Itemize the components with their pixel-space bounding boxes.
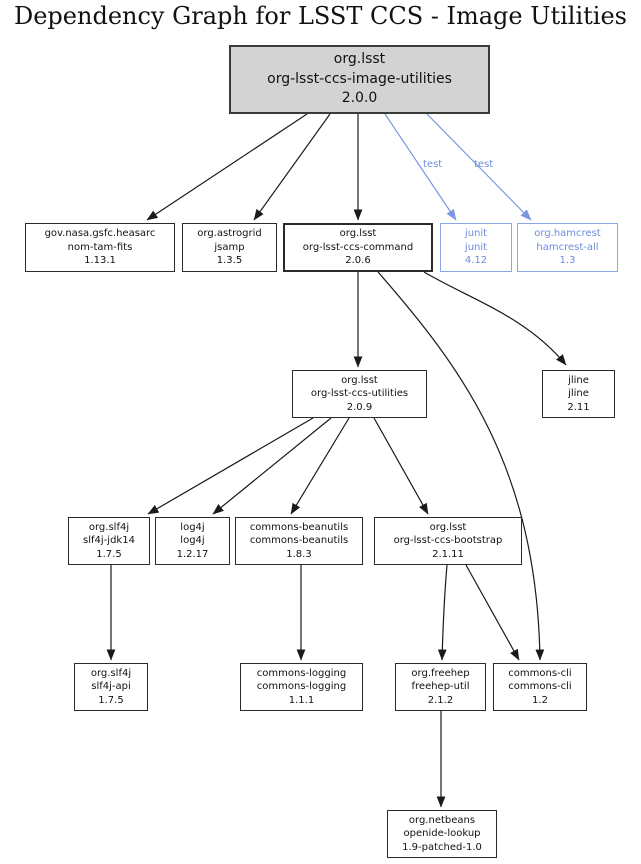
node-version: 2.1.2: [427, 694, 454, 706]
node-version: 1.7.5: [98, 694, 124, 706]
node-version: 1.7.5: [96, 548, 122, 560]
edge-utilities-to-beanutils: [291, 418, 349, 514]
node-artifact-id: org-lsst-ccs-utilities: [310, 388, 409, 400]
node-group-id: org.slf4j: [90, 667, 132, 679]
node-group-id: org.astrogrid: [197, 228, 262, 240]
node-version: 1.13.1: [84, 255, 116, 267]
node-version: 1.1.1: [288, 694, 315, 706]
node-group-id: org.lsst: [339, 228, 377, 240]
node-artifact-id: commons-cli: [508, 681, 572, 693]
node-hamcrest-all: [517, 223, 618, 272]
node-commons-cli: [493, 663, 587, 711]
node-artifact-id: commons-beanutils: [249, 535, 349, 547]
node-group-id: org.lsst: [333, 50, 386, 67]
node-version: 4.12: [464, 255, 488, 267]
node-version: 2.11: [567, 401, 590, 413]
node-group-id: org.lsst: [341, 374, 378, 386]
node-artifact-id: junit: [464, 241, 488, 253]
node-group-id: commons-beanutils: [249, 521, 349, 533]
node-artifact-id: org-lsst-ccs-image-utilities: [267, 70, 452, 87]
node-group-id: jline: [568, 374, 589, 386]
node-group-id: commons-cli: [508, 667, 572, 679]
diagram-title: Dependency Graph for LSST CCS - Image Utilities: [13, 2, 627, 30]
edge-command-to-commons-cli: [378, 272, 540, 660]
node-org-lsst-ccs-bootstrap: [374, 517, 522, 565]
node-version: 1.9-patched-1.0: [402, 841, 482, 853]
node-group-id: gov.nasa.gsfc.heasarc: [44, 228, 156, 240]
node-org-lsst-ccs-image-utilities: [229, 45, 490, 114]
node-artifact-id: openide-lookup: [403, 828, 481, 840]
node-version: 1.3: [559, 255, 576, 267]
edge-bootstrap-to-commons-cli: [466, 565, 519, 660]
node-artifact-id: log4j: [180, 535, 205, 547]
node-artifact-id: commons-logging: [256, 681, 347, 693]
node-artifact-id: slf4j-api: [91, 681, 131, 693]
edge-image-utilities-to-nom-tam-fits: [147, 114, 307, 220]
node-group-id: org.freehep: [411, 667, 470, 679]
node-version: 2.0.9: [346, 401, 373, 413]
node-version: 2.0.6: [345, 255, 371, 267]
node-version: 2.1.11: [432, 548, 464, 560]
edge-command-to-jline: [424, 272, 566, 365]
node-group-id: org.lsst: [429, 521, 467, 533]
node-version: 1.2.17: [176, 548, 209, 560]
edge-label-test-junit: test: [423, 159, 443, 170]
node-artifact-id: jline: [568, 388, 589, 400]
node-commons-logging: [240, 663, 363, 711]
node-slf4j-api: [74, 663, 148, 711]
edge-utilities-to-bootstrap: [374, 418, 428, 514]
node-log4j: [155, 517, 230, 565]
node-version: 1.3.5: [216, 255, 243, 267]
node-artifact-id: nom-tam-fits: [67, 241, 133, 253]
node-group-id: org.hamcrest: [534, 228, 601, 240]
node-version: 2.0.0: [341, 90, 378, 107]
node-commons-beanutils: [235, 517, 363, 565]
node-nom-tam-fits: [25, 223, 175, 272]
edge-label-test-hamcrest: test: [474, 159, 494, 170]
node-slf4j-jdk14: [68, 517, 150, 565]
node-group-id: commons-logging: [256, 667, 347, 679]
edge-image-utilities-to-jsamp: [254, 114, 330, 220]
node-version: 1.8.3: [286, 548, 312, 560]
node-version: 1.2: [532, 694, 548, 706]
node-artifact-id: jsamp: [214, 241, 245, 253]
node-freehep-util: [395, 663, 486, 711]
node-org-lsst-ccs-command: [283, 223, 433, 272]
node-group-id: log4j: [180, 521, 205, 533]
node-artifact-id: freehep-util: [411, 681, 470, 693]
node-artifact-id: hamcrest-all: [536, 241, 599, 253]
node-group-id: org.netbeans: [408, 814, 476, 826]
node-junit: [440, 223, 512, 272]
node-group-id: junit: [464, 228, 488, 240]
node-jline: [542, 370, 615, 418]
node-jsamp: [182, 223, 277, 272]
node-org-lsst-ccs-utilities: [292, 370, 427, 418]
node-artifact-id: org-lsst-ccs-bootstrap: [393, 535, 503, 547]
node-artifact-id: org-lsst-ccs-command: [302, 241, 414, 253]
node-group-id: org.slf4j: [88, 521, 130, 533]
edge-bootstrap-to-freehep-util: [442, 565, 447, 660]
edge-image-utilities-to-junit-test: [385, 114, 456, 220]
node-artifact-id: slf4j-jdk14: [83, 535, 135, 547]
node-openide-lookup: [387, 810, 497, 858]
